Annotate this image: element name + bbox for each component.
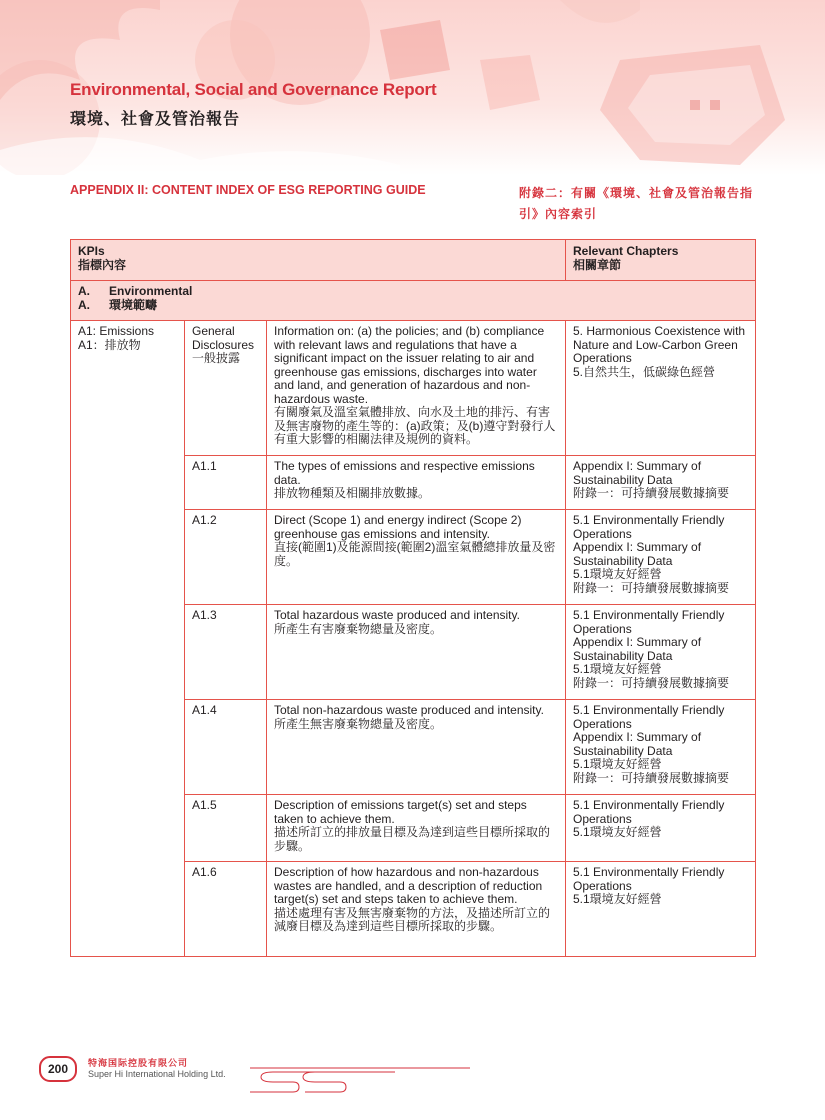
relevant-chapters: Appendix I: Summary of Sustainability Data 附錄一：可持續發展數據摘要 <box>566 456 756 510</box>
section-row-environmental <box>71 281 756 321</box>
kpi-code: A1.6 <box>185 862 267 957</box>
kpi-code: A1.5 <box>185 795 267 862</box>
kpi-code: A1.2 <box>185 510 267 605</box>
aspect-cell: A1: Emissions A1：排放物 <box>71 321 185 957</box>
kpi-code: A1.1 <box>185 456 267 510</box>
kpi-code: General Disclosures 一般披露 <box>185 321 267 456</box>
report-title: Environmental, Social and Governance Report <box>70 80 437 99</box>
company-name-en: Super Hi International Holding Ltd. <box>88 1069 226 1079</box>
kpi-code: A1.3 <box>185 605 267 700</box>
kpi-description: Direct (Scope 1) and energy indirect (Scope 2) greenhouse gas emissions and intensity. 直接(範圍1)及能源間接(範圍2)溫室氣體總排放量及密度。 <box>267 510 566 605</box>
section-cell: A. Environmental A. 環境範疇 <box>71 281 756 321</box>
kpi-description: Total non-hazardous waste produced and intensity. 所產生無害廢棄物總量及密度。 <box>267 700 566 795</box>
header-kpis: KPIs 指標內容 <box>71 240 566 281</box>
relevant-chapters: 5.1 Environmentally Friendly Operations 5.1環境友好經營 <box>566 862 756 957</box>
footer-wave-ornament <box>245 1062 475 1096</box>
page-number: 200 <box>39 1056 77 1082</box>
relevant-chapters: 5. Harmonious Coexistence with Nature and Low-Carbon Green Operations 5.自然共生，低碳綠色經營 <box>566 321 756 456</box>
kpi-description: Description of how hazardous and non-hazardous wastes are handled, and a description of reduction target(s) set and steps taken to achieve them. 描述處理有害及無害廢棄物的方法，及描述所訂立的減廢目標及為達到這些目標所採取的步驟。 <box>267 862 566 957</box>
content-index-table <box>70 239 756 957</box>
relevant-chapters: 5.1 Environmentally Friendly Operations Appendix I: Summary of Sustainability Data 5.1環境友好經營 附錄一：可持續發展數據摘要 <box>566 605 756 700</box>
report-title-zh: 環境、社會及管治報告 <box>70 111 241 128</box>
table-row <box>71 321 756 456</box>
kpi-description: The types of emissions and respective emissions data. 排放物種類及相關排放數據。 <box>267 456 566 510</box>
kpi-description: Information on: (a) the policies; and (b) compliance with relevant laws and regulations that have a significant impact on the issuer relating to air and greenhouse gas emissions, discharges into water and land, and generation of hazardous and non-hazardous waste. 有關廢氣及溫室氣體排放、向水及土地的排污、有害及無害廢物的產生等的：(a)政策；及(b)遵守對發行人有重大影響的相關法律及規例的資料。 <box>267 321 566 456</box>
relevant-chapters: 5.1 Environmentally Friendly Operations 5.1環境友好經營 <box>566 795 756 862</box>
appendix-title-zh: 附錄二：有關《環境、社會及管治報告指引》內容索引 <box>519 186 754 221</box>
appendix-title: APPENDIX II: CONTENT INDEX OF ESG REPORTING GUIDE <box>70 183 426 197</box>
kpi-code: A1.4 <box>185 700 267 795</box>
table-header-row <box>71 240 756 281</box>
relevant-chapters: 5.1 Environmentally Friendly Operations Appendix I: Summary of Sustainability Data 5.1環境友好經營 附錄一：可持續發展數據摘要 <box>566 510 756 605</box>
company-name-zh: 特海国际控股有限公司 <box>88 1058 189 1068</box>
header-relevant-chapters: Relevant Chapters 相關章節 <box>566 240 756 281</box>
kpi-description: Description of emissions target(s) set and steps taken to achieve them. 描述所訂立的排放量目標及為達到這些目標所採取的步驟。 <box>267 795 566 862</box>
relevant-chapters: 5.1 Environmentally Friendly Operations Appendix I: Summary of Sustainability Data 5.1環境友好經營 附錄一：可持續發展數據摘要 <box>566 700 756 795</box>
kpi-description: Total hazardous waste produced and intensity. 所產生有害廢棄物總量及密度。 <box>267 605 566 700</box>
